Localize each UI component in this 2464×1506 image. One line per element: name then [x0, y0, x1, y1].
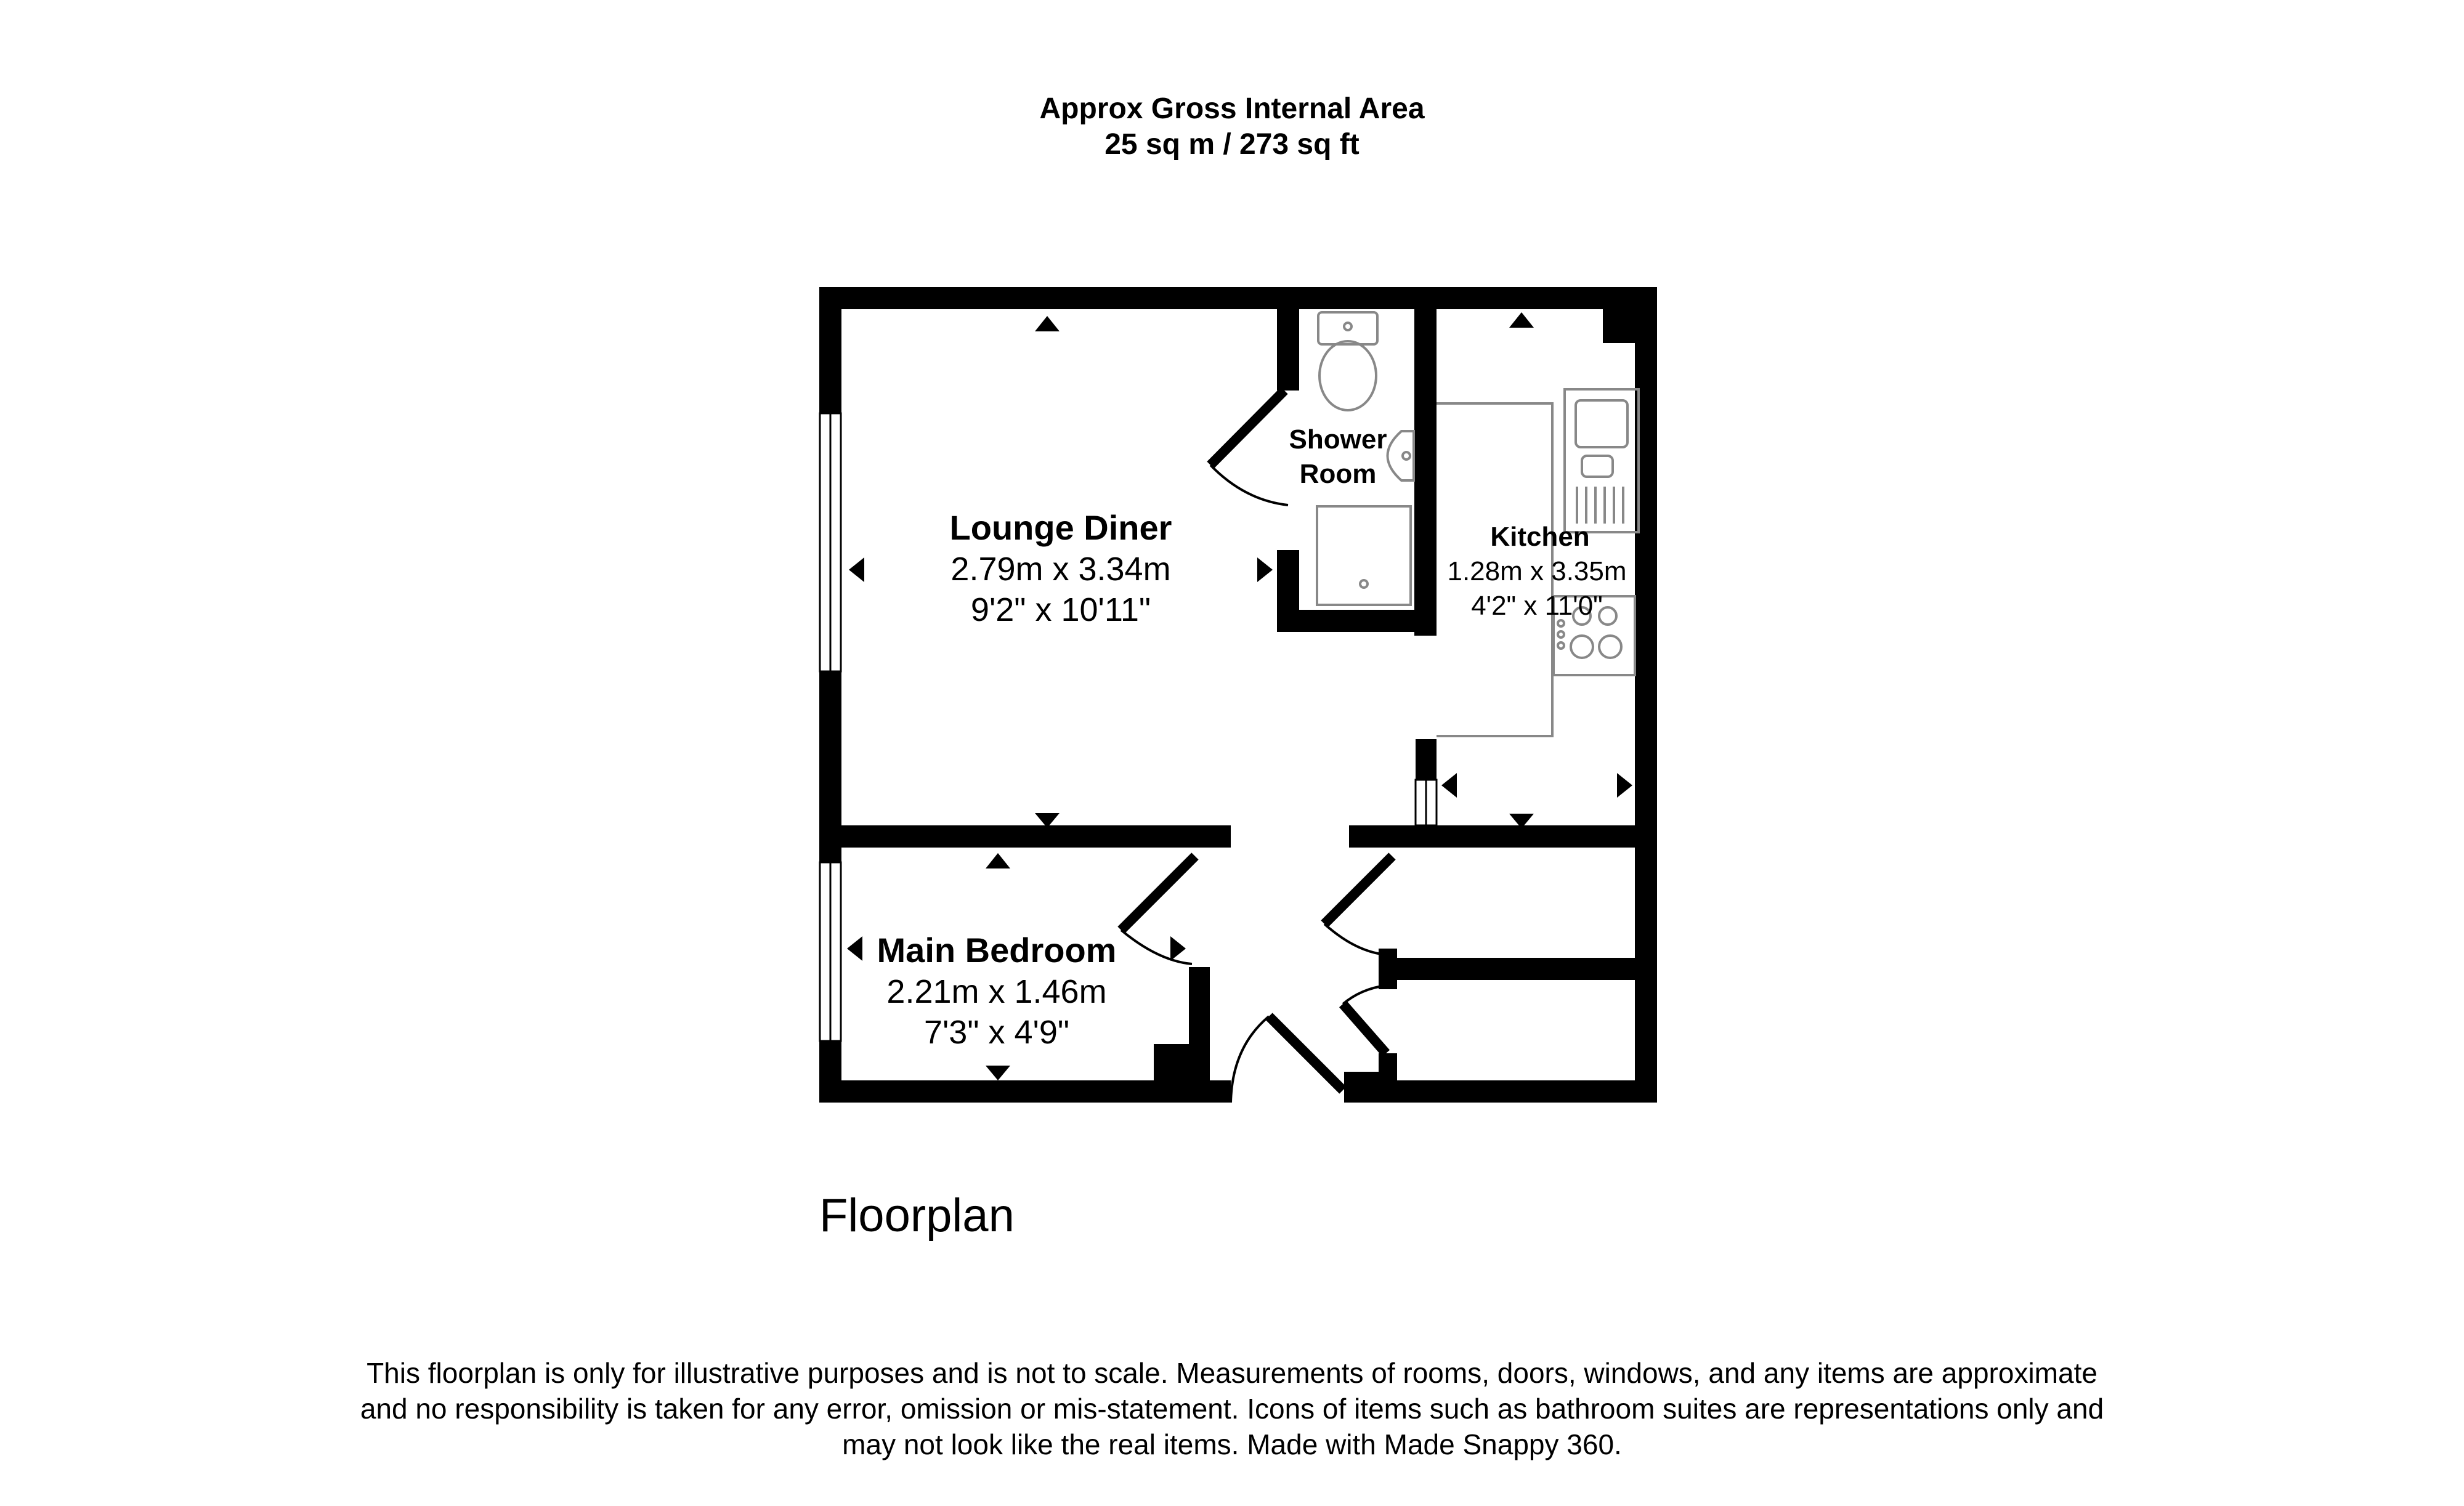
door-entrance: [1269, 1016, 1343, 1090]
lounge-metric: 2.79m x 3.34m: [950, 551, 1171, 588]
cupboard-block-3: [1344, 1072, 1381, 1103]
door-cupboard-1: [1324, 856, 1392, 924]
arrow-bedroom-bottom: [986, 1066, 1010, 1080]
door-shower: [1210, 391, 1284, 465]
arrow-kitchen-top: [1509, 312, 1534, 328]
arrow-bedroom-left: [847, 936, 862, 961]
area-title: Approx Gross Internal Area: [1039, 92, 1425, 125]
cupboard-block-2: [1379, 1053, 1397, 1088]
door-entrance-swing: [1231, 1016, 1269, 1103]
kitchen-corner-block: [1603, 309, 1635, 343]
shower-wall-bottom: [1277, 610, 1427, 632]
fixtures: [1317, 312, 1639, 736]
kitchen-stub-wall: [1416, 739, 1437, 780]
toilet-cistern: [1318, 312, 1377, 344]
arrow-kitchen-right: [1617, 773, 1632, 798]
toilet-bowl: [1319, 341, 1376, 410]
cupboard-divider: [1379, 958, 1657, 980]
arrow-bedroom-top: [986, 853, 1010, 868]
arrow-lounge-right: [1257, 557, 1273, 582]
kitchen-metric: 1.28m x 3.35m: [1447, 556, 1627, 586]
shower-wall-left-top: [1277, 309, 1299, 391]
lounge-name: Lounge Diner: [949, 508, 1172, 547]
door-shower-swing: [1210, 465, 1288, 505]
cupboard-wall-top: [1349, 825, 1657, 848]
lounge-bedroom-wall: [819, 825, 1231, 848]
arrow-kitchen-left: [1441, 773, 1457, 798]
arrow-bedroom-right: [1170, 936, 1186, 961]
bedroom-metric: 2.21m x 1.46m: [886, 973, 1107, 1010]
kitchen-imperial: 4'2" x 11'0": [1471, 591, 1603, 621]
shower-name-line2: Room: [1299, 459, 1377, 489]
bedroom-corner-block: [1154, 1044, 1191, 1103]
door-bedroom: [1121, 856, 1195, 930]
area-value: 25 sq m / 273 sq ft: [1104, 128, 1360, 161]
bedroom-imperial: 7'3" x 4'9": [923, 1014, 1070, 1051]
lounge-imperial: 9'2" x 10'11": [970, 591, 1151, 628]
shower-name-line1: Shower: [1289, 424, 1387, 455]
arrow-lounge-left: [849, 557, 864, 582]
shower-wall-right: [1414, 309, 1437, 636]
disclaimer-line-2: and no responsibility is taken for any error, omission or mis-statement. Icons of items such as bathroom suites are representations only and: [360, 1393, 2104, 1425]
bedroom-name: Main Bedroom: [877, 931, 1117, 970]
doors: [1121, 391, 1392, 1103]
room-labels: [877, 424, 1627, 1051]
arrow-lounge-top: [1035, 316, 1060, 331]
door-cupboard-1-swing: [1324, 924, 1386, 955]
bedroom-hall-wall: [1189, 967, 1210, 1103]
disclaimer: [0, 1355, 2464, 1462]
floor-label: Floorplan: [819, 1189, 1015, 1242]
disclaimer-line-1: This floorplan is only for illustrative purposes and is not to scale. Measurements of rooms, doors, windows, and any items are approximate: [367, 1357, 2097, 1389]
door-cupboard-2: [1343, 1004, 1386, 1053]
disclaimer-line-3: may not look like the real items. Made with Made Snappy 360.: [842, 1428, 1622, 1460]
shower-tray: [1317, 506, 1411, 605]
outer-wall-left-upper: [819, 287, 841, 413]
kitchen-name: Kitchen: [1490, 522, 1590, 552]
outer-wall-top: [819, 287, 1657, 309]
